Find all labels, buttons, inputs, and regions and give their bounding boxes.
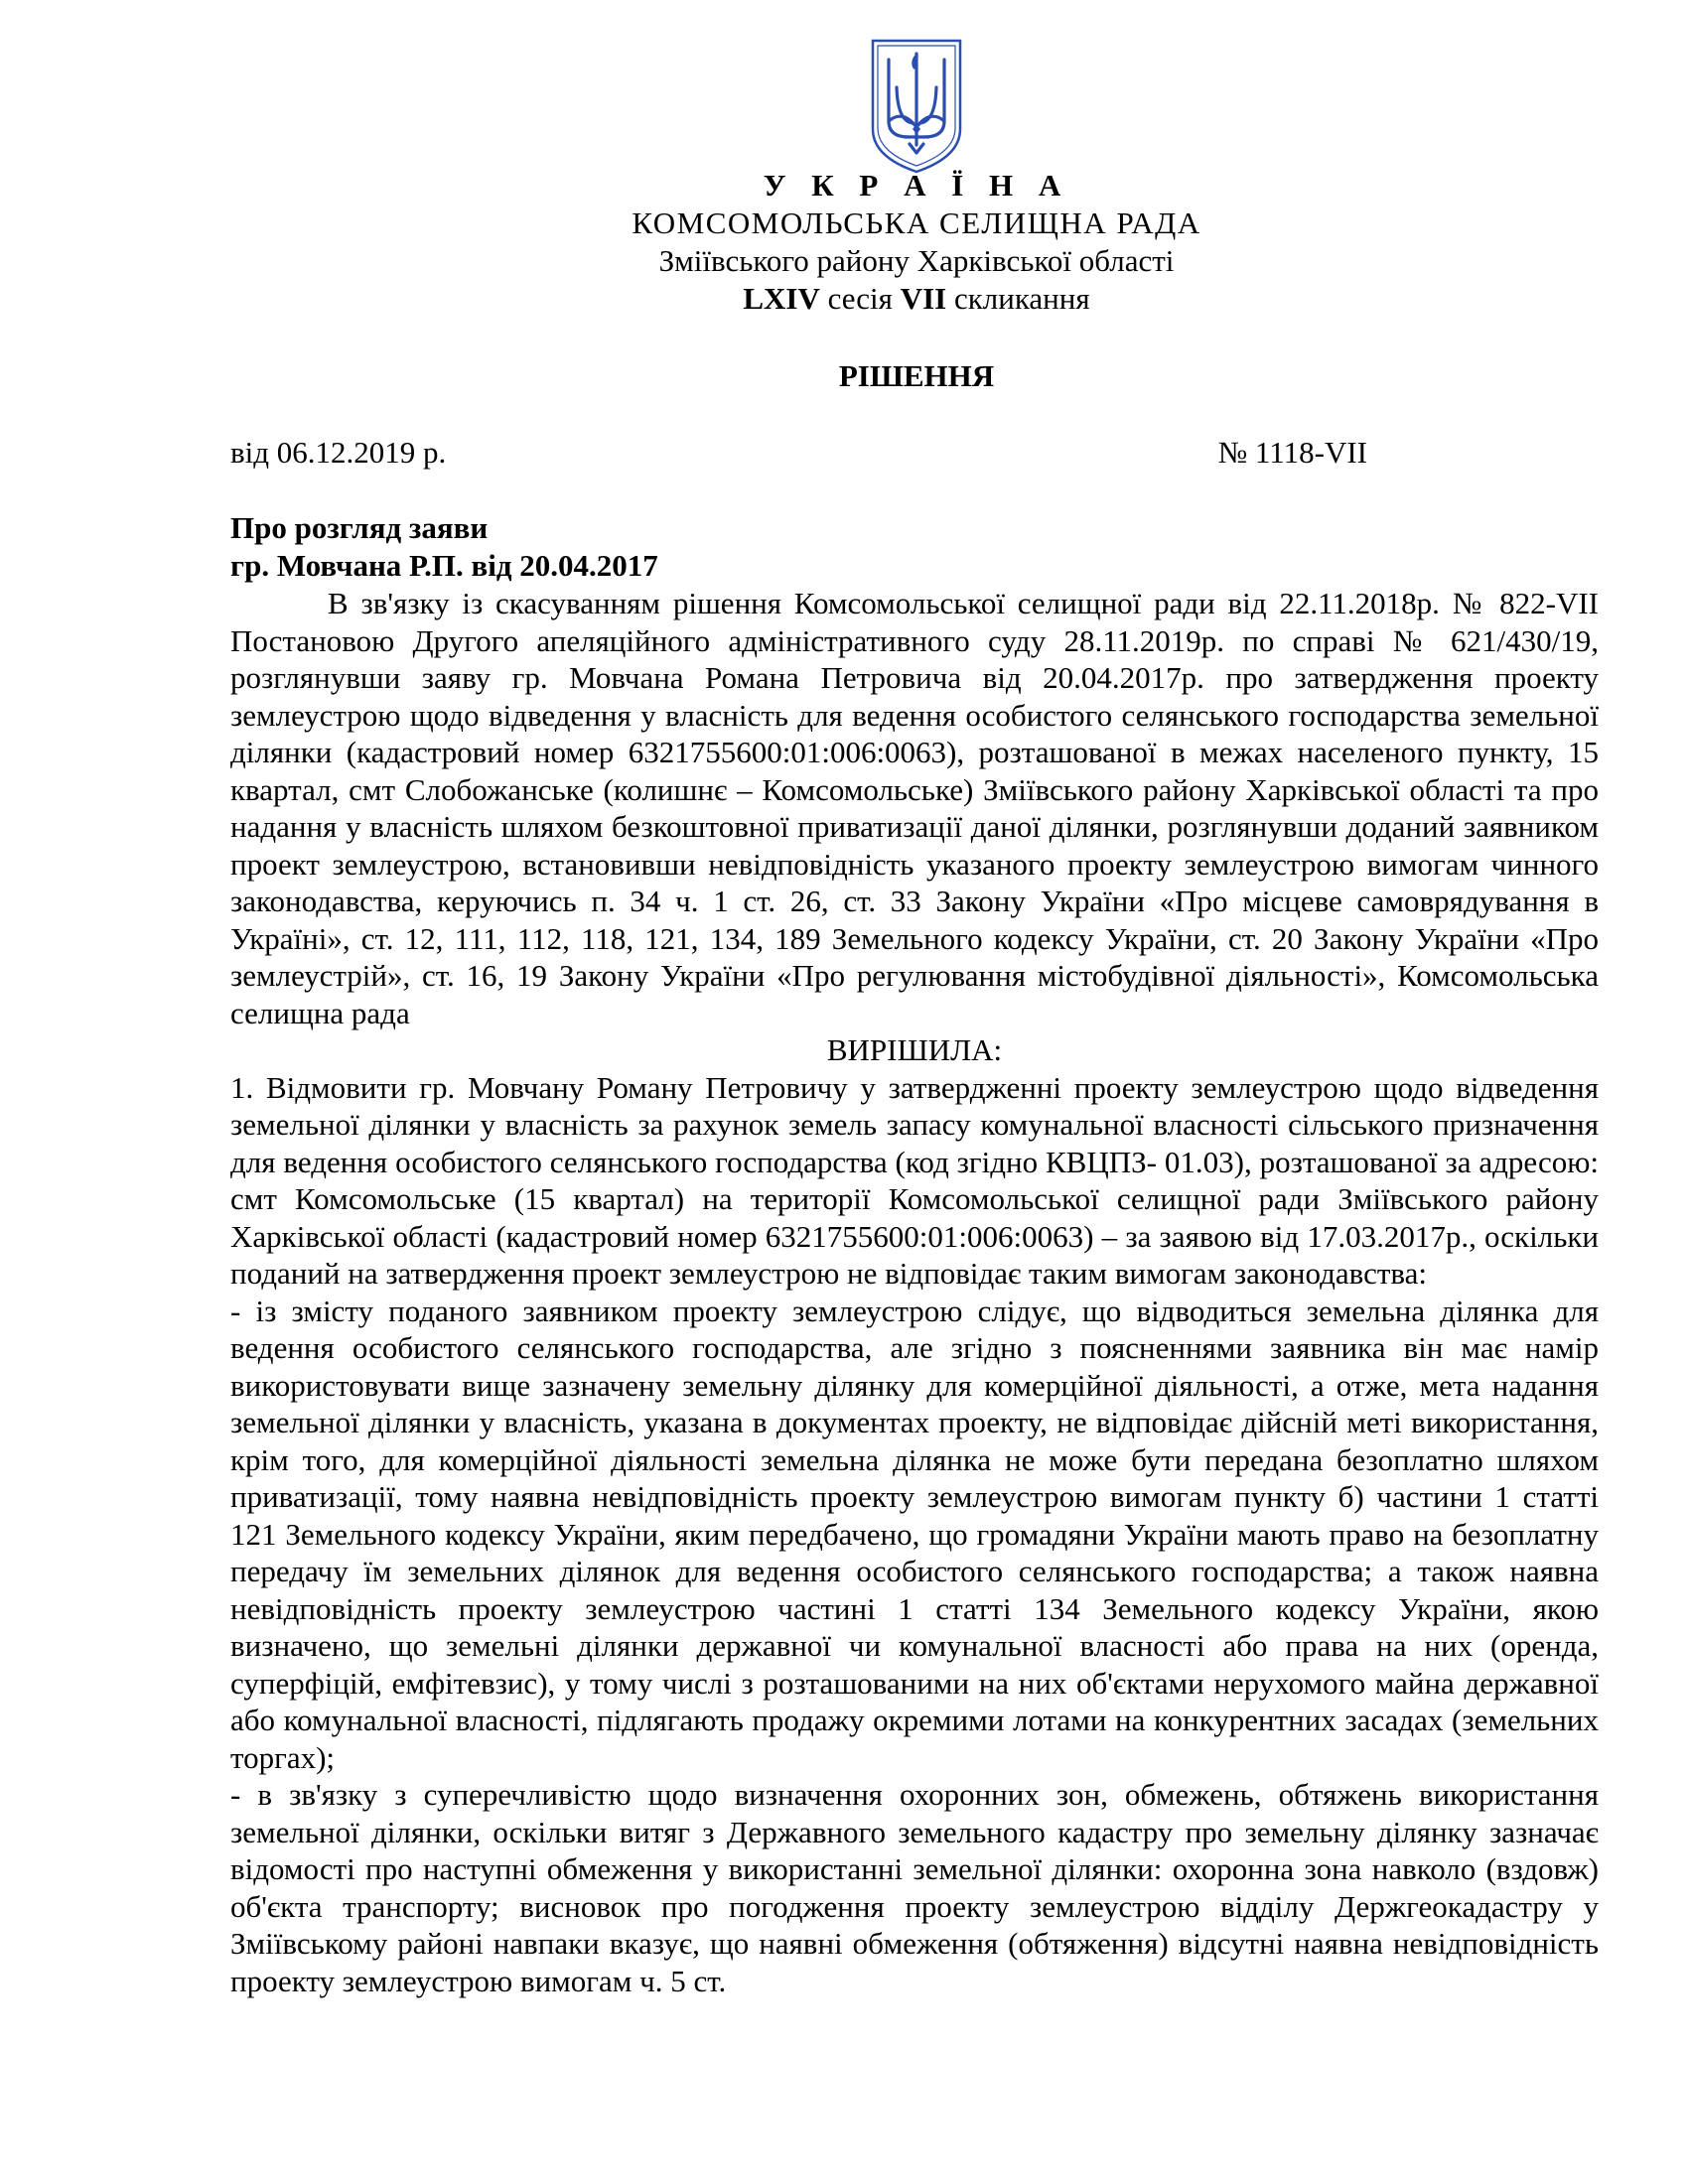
date-number-line [230,434,1367,472]
decision-item-3: - в зв'язку з суперечливістю щодо визначення охоронних зон, обмежень, обтяжень використання земельної ділянки, оскільки витяг з Державного земельного кадастру про земельну ділянку зазначає відомості про наступні обмеження у використанні земельної ділянки: охоронна зона навколо (вздовж) об'єкта транспорту; висновок про погодження проекту землеустрою відділу Держгеокадастру у Зміївському районі навпаки вказує, що наявні обмеження (обтяження) відсутні наявна невідповідність проекту землеустрою вимогам ч. 5 ст. [230,1777,1599,1998]
council-name: КОМСОМОЛЬСЬКА СЕЛИЩНА РАДА [632,205,1201,240]
decision-body [230,585,1599,1999]
preamble-paragraph: В зв'язку із скасуванням рішення Комсомольської селищної ради від 22.11.2018р. № 822-VII Постановою Другого апеляційного адміністративного суду 28.11.2019р. по справі № 621/430/19, розглянувши заяву гр. Мовчана Романа Петровича від 20.04.2017р. про затвердження проекту землеустрою щодо відведення у власність для ведення особистого селянського господарства земельної ділянки (кадастровий номер 6321755600:01:006:0063), розташованої в межах населеного пункту, 15 квартал, смт Слобожанське (колишнє – Комсомольське) Зміївського району Харківської області та про надання у власність шляхом безкоштовної приватизації даної ділянки, розглянувши доданий заявником проект землеустрою, встановивши невідповідність указаного проекту землеустрою вимогам чинного законодавства, керуючись п. 34 ч. 1 ст. 26, ст. 33 Закону України «Про місцеве самоврядування в Україні», ст. 12, 111, 112, 118, 121, 134, 189 Земельного кодексу України, ст. 20 Закону України «Про землеустрій», ст. 16, 19 Закону України «Про регулювання містобудівної діяльності», Комсомольська селищна рада [230,586,1599,1030]
decision-date: від 06.12.2019 р. [230,435,447,470]
convocation-word: скликання [946,281,1090,316]
decision-item-1: 1. Відмовити гр. Мовчану Роману Петровичу у затвердженні проекту землеустрою щодо відведення земельної ділянки у власність за рахунок земель запасу комунальної власності сільського призначення для ведення особистого селянського господарства (код згідно КВЦПЗ- 01.03), розташованої за адресою: смт Комсомольське (15 квартал) на території Комсомольської селищної ради Зміївського району Харківської області (кадастровий номер 6321755600:01:006:0063) – за заявою від 17.03.2017р., оскільки поданий на затвердження проект землеустрою не відповідає таким вимогам законодавства: [230,1069,1599,1291]
subject-line-1: Про розгляд заяви [230,510,489,545]
district-name: Зміївського району Харківської області [658,243,1175,278]
session-line [230,280,1603,318]
session-number: LXIV [743,281,820,316]
decision-number: № 1118-VII [1217,435,1367,470]
document-header [230,167,1603,318]
resolved-heading: ВИРІШИЛА: [826,1032,1003,1067]
convocation-number: VII [900,281,947,316]
session-word: сесія [819,281,901,316]
decision-subject [230,509,658,584]
coat-of-arms-icon [869,38,964,175]
decision-item-2: - із змісту поданого заявником проекту землеустрою слідує, що відводиться земельна ділянка для ведення особистого селянського господарства, але згідно з поясненнями заявника він має намір використовувати вище зазначену земельну ділянку для комерційної діяльності, а отже, мета надання земельної ділянки у власність, указана в документах проекту, не відповідає дійсній меті використання, крім того, для комерційної діяльності земельна ділянка не може бути передана безоплатно шляхом приватизації, тому наявна невідповідність проекту землеустрою вимогам пункту б) частини 1 статті 121 Земельного кодексу України, яким передбачено, що громадяни України мають право на безоплатну передачу їм земельних ділянок для ведення особистого селянського господарства; а також наявна невідповідність проекту землеустрою частині 1 статті 134 Земельного кодексу України, якою визначено, що земельні ділянки державної чи комунальної власності або права на них (оренда, суперфіцій, емфітевзис), у тому числі з розташованими на них об'єктами нерухомого майна державної або комунальної власності, підлягають продажу окремими лотами на конкурентних засадах (земельних торгах); [230,1293,1599,1775]
country-name: У К Р А Ї Н А [763,168,1070,203]
subject-line-2: гр. Мовчана Р.П. від 20.04.2017 [230,547,658,583]
decision-title: РІШЕННЯ [838,358,995,393]
